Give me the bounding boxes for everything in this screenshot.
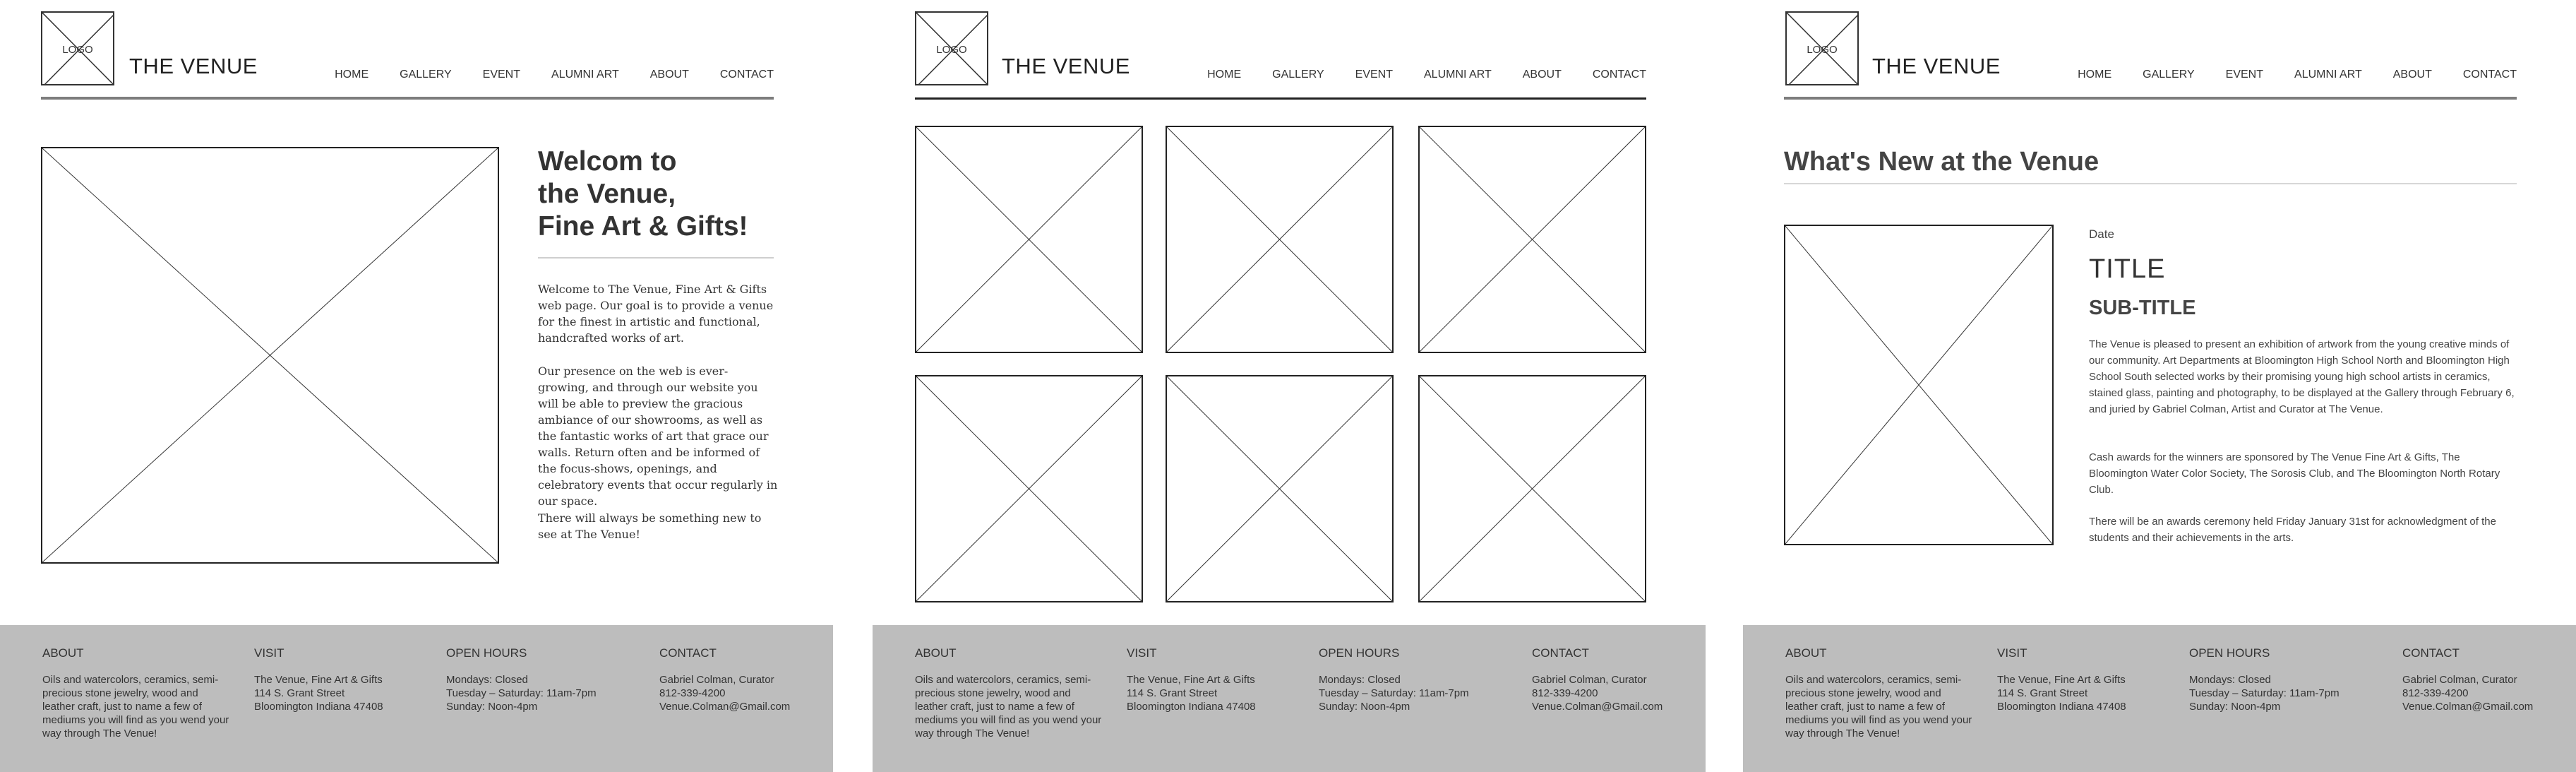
welcome-divider <box>538 257 774 259</box>
footer-contact <box>1532 646 1663 713</box>
footer-visit <box>1127 646 1256 713</box>
footer-heading: CONTACT <box>659 646 717 660</box>
logo[interactable] <box>41 11 114 85</box>
footer-contact <box>2402 646 2533 713</box>
footer-heading: VISIT <box>254 646 284 660</box>
image-placeholder-icon <box>42 148 498 562</box>
footer-heading: ABOUT <box>915 646 957 660</box>
hero-image-placeholder <box>41 147 499 564</box>
gallery-thumbnail[interactable] <box>1166 375 1394 602</box>
main-nav <box>335 69 774 81</box>
footer-text: Oils and watercolors, ceramics, semi- precious stone jewelry, wood and leather craft, just to name a few of mediums you will find as you wend your way through The Venue! <box>915 674 1102 740</box>
nav-gallery[interactable]: GALLERY <box>400 69 452 81</box>
gallery-thumbnail[interactable] <box>915 126 1143 353</box>
nav-alumni-art[interactable]: ALUMNI ART <box>2294 69 2362 81</box>
welcome-paragraph: There will always be something new to see at The Venue! <box>538 511 762 541</box>
welcome-paragraph: Our presence on the web is ever-growing, and through our website you will be able to preview the gracious ambiance of our showrooms, as well as the fantastic works of art that grace our walls. Return often and be informed of the focus-shows, openings, and celebratory events that occur regularly in our space. <box>538 364 778 508</box>
nav-home[interactable]: HOME <box>1207 69 1242 81</box>
logo-text: LOGO <box>936 44 967 56</box>
wireframe-whats-new <box>1743 0 2576 772</box>
footer-text: The Venue, Fine Art & Gifts 114 S. Grant Street Bloomington Indiana 47408 <box>1127 674 1256 713</box>
footer-heading: ABOUT <box>1785 646 1827 660</box>
nav-about[interactable]: ABOUT <box>2392 69 2432 81</box>
nav-gallery[interactable]: GALLERY <box>2143 69 2195 81</box>
gallery-thumbnail[interactable] <box>1418 375 1646 602</box>
footer-contact <box>659 646 790 713</box>
main-nav <box>1207 69 1646 81</box>
welcome-paragraph: Welcome to The Venue, Fine Art & Gifts web page. Our goal is to provide a venue for the finest in artistic and functional, handcrafted works of art. <box>538 283 774 345</box>
footer-hours <box>1319 646 1469 713</box>
footer-visit <box>254 646 383 713</box>
gallery-thumbnail[interactable] <box>915 375 1143 602</box>
logo-text: LOGO <box>62 44 93 56</box>
news-subtitle: SUB-TITLE <box>2089 297 2196 319</box>
footer-heading: OPEN HOURS <box>1319 646 1400 660</box>
nav-event[interactable]: EVENT <box>482 69 520 81</box>
image-placeholder-icon <box>1420 376 1645 601</box>
gallery-thumbnail[interactable] <box>1166 126 1394 353</box>
footer-visit <box>1997 646 2126 713</box>
nav-contact[interactable]: CONTACT <box>1592 69 1646 81</box>
news-title: TITLE <box>2089 254 2166 284</box>
footer-text: Mondays: Closed Tuesday – Saturday: 11am-7pm Sunday: Noon-4pm <box>1319 674 1469 713</box>
site-name[interactable]: THE VENUE <box>1002 54 1130 78</box>
footer-heading: ABOUT <box>42 646 84 660</box>
footer-text[interactable]: Gabriel Colman, Curator 812-339-4200 Venue.Colman@Gmail.com <box>2402 674 2534 713</box>
footer-text: The Venue, Fine Art & Gifts 114 S. Grant Street Bloomington Indiana 47408 <box>1997 674 2126 713</box>
footer-text: Mondays: Closed Tuesday – Saturday: 11am-7pm Sunday: Noon-4pm <box>446 674 597 713</box>
image-placeholder-icon <box>1167 127 1392 352</box>
main-nav <box>2078 69 2517 81</box>
image-placeholder-icon <box>1167 376 1392 601</box>
footer-about <box>1785 646 1972 740</box>
news-paragraph: The Venue is pleased to present an exhibition of artwork from the young creative minds of our community. Art Departments at Bloomington High School North and Bloomington High School South selected works by their promising young high school artists in ceramics, stained glass, painting and photography, to be displayed at the Gallery through February 6, and juried by Gabriel Colman, Artist and Curator at The Venue. <box>2089 338 2515 415</box>
footer-heading: CONTACT <box>1532 646 1589 660</box>
nav-home[interactable]: HOME <box>2078 69 2112 81</box>
footer-text: Oils and watercolors, ceramics, semi- precious stone jewelry, wood and leather craft, just to name a few of mediums you will find as you wend your way through The Venue! <box>42 674 229 740</box>
nav-gallery[interactable]: GALLERY <box>1272 69 1324 81</box>
footer <box>1743 625 2576 772</box>
nav-about[interactable]: ABOUT <box>1522 69 1562 81</box>
footer-hours <box>446 646 597 713</box>
footer-about <box>915 646 1101 740</box>
footer-hours <box>2189 646 2340 713</box>
footer-text[interactable]: Gabriel Colman, Curator 812-339-4200 Venue.Colman@Gmail.com <box>1532 674 1663 713</box>
nav-about[interactable]: ABOUT <box>649 69 689 81</box>
logo[interactable] <box>915 11 988 85</box>
footer-heading: VISIT <box>1127 646 1157 660</box>
nav-contact[interactable]: CONTACT <box>2462 69 2517 81</box>
site-name[interactable]: THE VENUE <box>129 54 258 78</box>
nav-contact[interactable]: CONTACT <box>719 69 774 81</box>
wireframe-home <box>0 0 833 772</box>
header-divider <box>915 97 1646 100</box>
nav-home[interactable]: HOME <box>335 69 369 81</box>
footer-heading: VISIT <box>1997 646 2027 660</box>
footer <box>873 625 1706 772</box>
header-divider <box>41 97 774 100</box>
nav-alumni-art[interactable]: ALUMNI ART <box>551 69 619 81</box>
footer-about <box>42 646 229 740</box>
news-paragraph: There will be an awards ceremony held Friday January 31st for acknowledgment of the students and their achievements in the arts. <box>2089 516 2496 544</box>
news-paragraph: Cash awards for the winners are sponsored by The Venue Fine Art & Gifts, The Bloomington Water Color Society, The Sorosis Club, and The Bloomington North Rotary Club. <box>2089 451 2500 496</box>
image-placeholder-icon <box>916 376 1142 601</box>
nav-event[interactable]: EVENT <box>2225 69 2263 81</box>
welcome-title-line: Fine Art & Gifts! <box>538 211 748 242</box>
footer <box>0 625 833 772</box>
footer-text[interactable]: Gabriel Colman, Curator 812-339-4200 Venue.Colman@Gmail.com <box>659 674 791 713</box>
nav-alumni-art[interactable]: ALUMNI ART <box>1424 69 1492 81</box>
image-placeholder-icon <box>916 127 1142 352</box>
news-heading: What's New at the Venue <box>1784 147 2099 177</box>
footer-text: Mondays: Closed Tuesday – Saturday: 11am-7pm Sunday: Noon-4pm <box>2189 674 2340 713</box>
gallery-thumbnail[interactable] <box>1418 126 1646 353</box>
image-placeholder-icon <box>1785 226 2052 544</box>
footer-heading: OPEN HOURS <box>446 646 527 660</box>
wireframe-gallery <box>873 0 1706 772</box>
logo[interactable] <box>1785 11 1859 85</box>
footer-heading: CONTACT <box>2402 646 2460 660</box>
news-date: Date <box>2089 227 2114 241</box>
news-image-placeholder <box>1784 225 2054 545</box>
news-divider <box>1784 183 2517 184</box>
footer-text: Oils and watercolors, ceramics, semi- precious stone jewelry, wood and leather craft, just to name a few of mediums you will find as you wend your way through The Venue! <box>1785 674 1972 740</box>
footer-text: The Venue, Fine Art & Gifts 114 S. Grant Street Bloomington Indiana 47408 <box>254 674 383 713</box>
logo-text: LOGO <box>1807 44 1838 56</box>
nav-event[interactable]: EVENT <box>1355 69 1393 81</box>
footer-heading: OPEN HOURS <box>2189 646 2270 660</box>
header-divider <box>1784 97 2517 100</box>
welcome-title <box>538 146 748 243</box>
image-placeholder-icon <box>1420 127 1645 352</box>
site-name[interactable]: THE VENUE <box>1872 54 2001 78</box>
welcome-title-line: the Venue, <box>538 179 676 209</box>
welcome-title-line: Welcom to <box>538 146 677 177</box>
